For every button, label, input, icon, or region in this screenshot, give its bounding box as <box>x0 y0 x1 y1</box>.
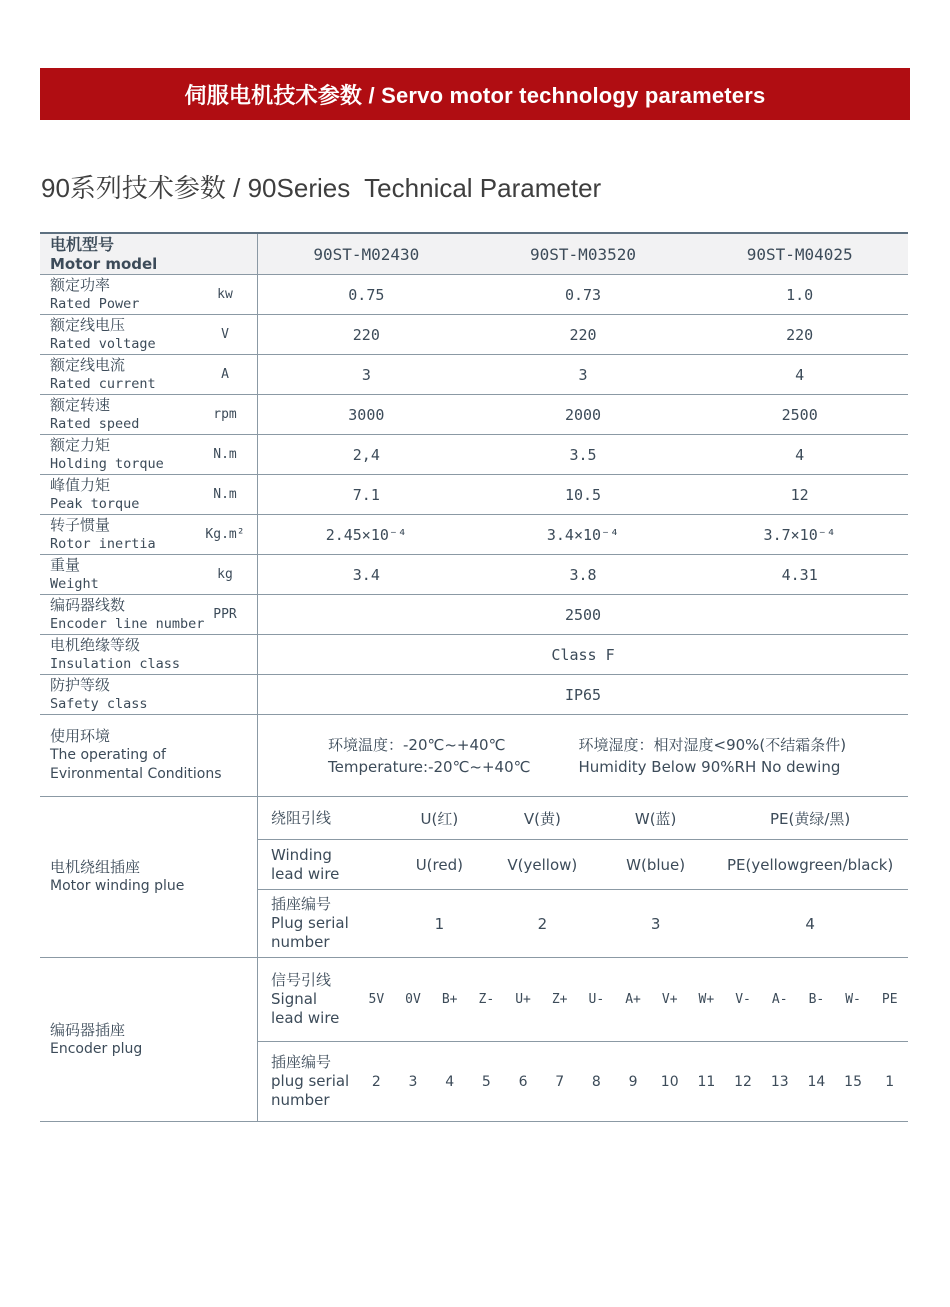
environment-label-en2: Evironmental Conditions <box>50 766 222 782</box>
encoder-plug-number: 10 <box>660 1073 679 1090</box>
spec-row <box>40 555 908 595</box>
winding-row3-label-en2: number <box>271 933 330 951</box>
row-unit: PPR <box>213 607 237 622</box>
encoder-row1-label-zh: 信号引线 <box>271 971 332 989</box>
row-values <box>258 515 908 554</box>
row-label-cell <box>40 355 258 394</box>
row-unit: Kg.m² <box>205 527 245 542</box>
encoder-signal: W+ <box>698 992 715 1007</box>
winding-row1-values <box>393 808 908 829</box>
encoder-plug-serial-row <box>258 1041 908 1121</box>
humidity-block <box>579 734 847 778</box>
row-value: 0.75 <box>348 285 385 304</box>
model-column: 90ST-M03520 <box>530 244 636 264</box>
row-value: 3.4 <box>352 565 380 584</box>
winding-section-label <box>40 797 258 957</box>
spec-row <box>40 355 908 395</box>
row-label <box>50 556 99 593</box>
environment-label-cell <box>40 715 258 796</box>
encoder-signal-row <box>258 958 908 1041</box>
row-unit: rpm <box>213 407 237 422</box>
encoder-plug-number: 7 <box>555 1073 565 1090</box>
row-label-cell <box>40 275 258 314</box>
temperature-zh: 环境温度：-20℃~+40℃ <box>328 735 506 754</box>
table-header-row <box>40 234 908 275</box>
row-span-value: IP65 <box>564 685 602 704</box>
spec-rows <box>40 275 908 715</box>
row-label <box>50 396 139 433</box>
environment-label-en1: The operating of <box>50 747 166 763</box>
row-unit <box>194 675 256 714</box>
spec-row <box>40 395 908 435</box>
row-values <box>258 435 908 474</box>
row-label-cell <box>40 515 258 554</box>
encoder-plug-number: 5 <box>481 1073 491 1090</box>
spec-row <box>40 275 908 315</box>
encoder-plug-number: 12 <box>734 1073 752 1090</box>
winding-plug-number: 1 <box>434 914 445 933</box>
row-value: 3.5 <box>569 445 597 464</box>
encoder-number-values <box>358 1074 908 1090</box>
row-label-en: Rotor inertia <box>50 536 156 552</box>
winding-lead-en: U(red) <box>415 855 463 874</box>
header-label-zh: 电机型号 <box>50 234 115 254</box>
row-value: 2.45×10⁻⁴ <box>325 525 407 544</box>
encoder-plug-number: 8 <box>591 1073 601 1090</box>
row-values <box>258 355 908 394</box>
row-label-en: Weight <box>50 576 99 592</box>
row-value: 220 <box>786 325 814 344</box>
row-label <box>50 436 164 473</box>
row-value: 3.4×10⁻⁴ <box>546 525 620 544</box>
row-label <box>50 276 139 313</box>
row-unit: N.m <box>213 487 237 502</box>
winding-row2-label2: lead wire <box>271 864 340 883</box>
encoder-section <box>40 958 908 1122</box>
encoder-section-label <box>40 958 258 1121</box>
row-label <box>50 636 180 673</box>
row-value: 10.5 <box>564 485 602 504</box>
encoder-signal: B- <box>808 992 825 1007</box>
row-values <box>258 475 908 514</box>
row-label <box>50 676 148 713</box>
row-label-cell <box>40 635 258 674</box>
humidity-zh: 环境湿度：相对湿度<90%(不结霜条件) <box>578 735 847 754</box>
row-label-en: Rated speed <box>50 416 140 432</box>
row-span-value: 2500 <box>564 605 602 624</box>
row-label-en: Safety class <box>50 696 148 712</box>
row-value: 3.7×10⁻⁴ <box>763 525 836 544</box>
encoder-signal: U+ <box>515 992 531 1007</box>
spec-row <box>40 315 908 355</box>
row-label-zh: 转子惯量 <box>50 516 111 534</box>
spec-table <box>40 232 908 1122</box>
row-label-zh: 重量 <box>50 556 81 574</box>
encoder-label-zh: 编码器插座 <box>50 1020 126 1039</box>
model-column: 90ST-M04025 <box>746 244 853 264</box>
encoder-signal: PE <box>881 992 898 1007</box>
encoder-signal: A+ <box>625 992 641 1007</box>
row-label-zh: 额定线电流 <box>50 356 126 374</box>
row-label-cell <box>40 675 258 714</box>
encoder-signal: A- <box>771 992 788 1007</box>
encoder-plug-number: 1 <box>885 1073 895 1090</box>
row-value: 2000 <box>564 405 602 424</box>
encoder-signal: W- <box>845 992 861 1007</box>
winding-label-en: Motor winding plue <box>50 878 185 894</box>
row-label-zh: 额定功率 <box>50 276 111 294</box>
encoder-plug-number: 13 <box>770 1073 789 1090</box>
row-unit: V <box>221 327 229 342</box>
winding-lead-zh: U(红) <box>420 809 459 828</box>
environment-values <box>258 715 908 796</box>
row-value: 2500 <box>781 405 818 424</box>
row-label-cell <box>40 315 258 354</box>
encoder-plug-number: 11 <box>697 1073 716 1090</box>
winding-plug-number: 2 <box>537 914 548 933</box>
row-label-cell <box>40 595 258 634</box>
header-label-cell <box>40 234 258 274</box>
row-value: 3000 <box>348 405 385 424</box>
row-value: 4.31 <box>781 565 818 584</box>
environment-label-zh: 使用环境 <box>50 727 111 745</box>
row-label-zh: 额定力矩 <box>50 436 111 454</box>
row-value: 7.1 <box>352 485 380 504</box>
winding-lead-en: W(blue) <box>626 855 686 874</box>
row-value: 220 <box>569 325 597 344</box>
winding-row3-label-zh: 插座编号 <box>271 895 332 913</box>
header-label-en: Motor model <box>50 254 158 273</box>
row-unit: kg <box>217 567 233 582</box>
winding-lead-en: V(yellow) <box>507 855 578 874</box>
row-value: 3 <box>361 365 371 384</box>
row-label-en: Holding torque <box>50 456 164 472</box>
encoder-row2-label-en2: number <box>271 1091 330 1109</box>
row-unit: N.m <box>213 447 237 462</box>
encoder-row1-label-en2: lead wire <box>271 1009 340 1027</box>
row-values <box>258 315 908 354</box>
header-model-columns <box>258 234 908 274</box>
encoder-plug-number: 15 <box>844 1073 862 1090</box>
winding-plug-serial-row <box>258 889 908 957</box>
row-value: 3 <box>578 365 588 384</box>
row-value: 1.0 <box>786 285 814 304</box>
row-value: 0.73 <box>564 285 602 304</box>
row-value: 2,4 <box>352 445 380 464</box>
winding-lead-en: PE(yellowgreen/black) <box>726 855 894 874</box>
row-span-value: Class F <box>551 645 615 664</box>
encoder-signal: U- <box>588 992 605 1007</box>
row-value: 4 <box>795 445 805 464</box>
row-label <box>50 316 156 353</box>
row-label-zh: 电机绝缘等级 <box>50 636 141 654</box>
row-label <box>50 356 156 393</box>
winding-row3-values <box>393 915 908 933</box>
row-value: 4 <box>795 365 805 384</box>
row-label-cell <box>40 435 258 474</box>
encoder-label-en: Encoder plug <box>50 1040 143 1057</box>
winding-row2-values <box>393 856 908 874</box>
page-title: 90系列技术参数 / 90Series Technical Parameter <box>41 173 602 203</box>
spec-row <box>40 435 908 475</box>
encoder-signal: V- <box>735 992 751 1007</box>
encoder-plug-number: 3 <box>408 1073 418 1090</box>
winding-plug-number: 3 <box>650 914 661 933</box>
winding-row2-label1: Winding <box>271 845 332 864</box>
humidity-en: Humidity Below 90%RH No dewing <box>578 757 841 776</box>
winding-lead-zh: PE(黄绿/黑) <box>770 809 851 828</box>
encoder-row2-label-en1: plug serial <box>271 1072 350 1090</box>
encoder-row1-label-en1: Signal <box>271 990 318 1008</box>
winding-lead-zh: W(蓝) <box>634 809 677 828</box>
spec-row <box>40 515 908 555</box>
encoder-signal-values <box>358 992 908 1007</box>
row-value: 12 <box>790 485 809 504</box>
encoder-plug-number: 2 <box>371 1073 381 1090</box>
row-label-en: Rated voltage <box>50 336 156 352</box>
encoder-plug-number: 6 <box>518 1073 528 1090</box>
encoder-plug-number: 4 <box>445 1073 455 1090</box>
winding-row1-label: 绕阻引线 <box>271 808 332 827</box>
row-unit: A <box>221 367 229 382</box>
encoder-row2-label-zh: 插座编号 <box>271 1053 332 1071</box>
winding-plug-number: 4 <box>805 914 815 933</box>
winding-row-zh <box>258 797 908 839</box>
winding-label-zh: 电机绕组插座 <box>50 858 141 876</box>
encoder-signal: Z+ <box>551 992 568 1007</box>
row-label-zh: 防护等级 <box>50 676 111 694</box>
row-label-en: Encoder line number <box>50 616 205 632</box>
banner-title: 伺服电机技术参数 / Servo motor technology parameters <box>184 82 766 108</box>
spec-row <box>40 475 908 515</box>
encoder-signal: V+ <box>661 992 678 1007</box>
row-label-en: Rated current <box>50 376 156 392</box>
encoder-signal: 0V <box>405 992 421 1007</box>
winding-row3-label-en1: Plug serial <box>271 914 349 932</box>
row-label <box>50 516 156 553</box>
encoder-signal: B+ <box>441 992 458 1007</box>
environment-row <box>40 715 908 797</box>
row-values <box>258 275 908 314</box>
row-unit: kw <box>217 287 233 302</box>
temperature-en: Temperature:-20℃~+40℃ <box>328 757 531 776</box>
spec-row <box>40 635 908 675</box>
row-label-en: Peak torque <box>50 496 140 512</box>
row-label-en: Rated Power <box>50 296 140 312</box>
banner <box>40 68 910 120</box>
row-label-en: Insulation class <box>50 656 181 672</box>
row-value: 3.8 <box>569 565 597 584</box>
row-label-cell <box>40 395 258 434</box>
row-label <box>50 596 204 633</box>
encoder-plug-number: 9 <box>628 1073 638 1090</box>
row-values <box>258 555 908 594</box>
row-label-cell <box>40 475 258 514</box>
row-label <box>50 476 139 513</box>
row-value: 220 <box>352 325 380 344</box>
spec-row <box>40 675 908 715</box>
encoder-signal: Z- <box>478 992 495 1007</box>
temperature-block <box>328 734 531 778</box>
row-label-zh: 峰值力矩 <box>50 476 111 494</box>
row-label-zh: 编码器线数 <box>50 596 126 614</box>
model-column: 90ST-M02430 <box>313 244 420 264</box>
winding-section <box>40 797 908 958</box>
row-unit <box>194 635 256 674</box>
winding-lead-zh: V(黄) <box>523 809 561 828</box>
row-values <box>258 395 908 434</box>
encoder-plug-number: 14 <box>807 1073 826 1090</box>
winding-row-en <box>258 839 908 889</box>
encoder-signal: 5V <box>368 992 385 1007</box>
row-label-zh: 额定线电压 <box>50 316 126 334</box>
spec-row <box>40 595 908 635</box>
row-label-cell <box>40 555 258 594</box>
row-label-zh: 额定转速 <box>50 396 111 414</box>
